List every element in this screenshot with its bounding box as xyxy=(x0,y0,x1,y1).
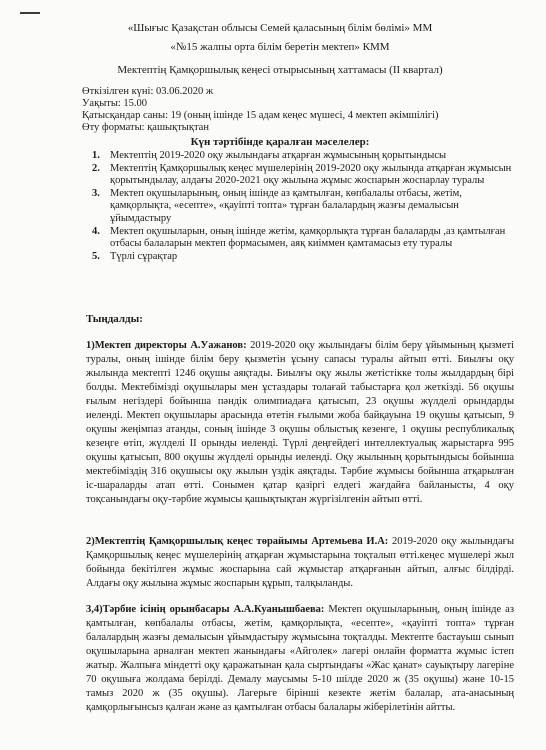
section-1 xyxy=(86,339,514,507)
agenda-item-text: Мектеп оқушыларын, оның ішінде жетім, қамқорлықта тұрған балаларды ,аз қамтылған отбасы балаларын мектеп формасымен, аяқ киіммен қамтамасыз ету туралы xyxy=(110,225,506,250)
section-2-speaker: 2)Мектептің Қамқоршылық кеңес төрайымы Артемьева И.А: xyxy=(86,536,389,547)
meta-date: Өткізілген күні: 03.06.2020 ж xyxy=(82,86,214,97)
meta-time: Уақыты: 15.00 xyxy=(82,98,148,109)
header-line-3: Мектептің Қамқоршылық кеңесі отырысының хаттамасы (II квартал) xyxy=(117,64,443,76)
agenda-item-text: Түрлі сұрақтар xyxy=(110,250,178,262)
agenda-item xyxy=(92,251,512,264)
section-2-text: 2019-2020 оқу жылындағы Қамқоршылық кеңес мүшелерінің атқарған жұмыстарына тоқталып өтті.кеңес мүшелері жыл бойында бекітілген жұмыс жоспарына сай жұмыстар атқарғанын айтып, алғыс білдірді. Алдағы оқу жылына жұмыс жоспарын құрып, талқыланды. xyxy=(86,536,514,589)
agenda-item-number: 1. xyxy=(92,150,100,161)
header-line-2: «№15 жалпы орта білім беретін мектеп» КММ xyxy=(170,41,390,53)
agenda-item-text: Мектеп оқушыларының, оның ішінде аз қамтылған, көпбалалы отбасы, жетім, қамқорлықта, «есепте», «қауіпті топта» тұрған балалардың жазғы демалысын ұйымдастыру xyxy=(110,187,462,224)
section-1-speaker: 1)Мектеп директоры А.Уажанов: xyxy=(86,340,247,351)
agenda-item-number: 5. xyxy=(92,250,100,262)
section-2 xyxy=(86,535,514,591)
agenda-item xyxy=(92,226,512,251)
agenda-item xyxy=(92,188,512,226)
agenda-item-number: 4. xyxy=(92,225,100,237)
agenda-item-text: Мектептің 2019-2020 оқу жылындағы атқарған жұмысының қорытындысы xyxy=(110,150,447,161)
agenda-item-text: Мектептің Қамқоршылық кеңес мүшелерінің 2019-2020 оқу жылында атқарған жұмысын қорытындылау, алдағы 2020-2021 оқу жылына жұмыс жоспарын жоспарлау туралы xyxy=(110,162,512,187)
agenda-title: Күн тәртібінде қаралған мәселелер: xyxy=(190,136,370,148)
section-3-speaker: 3,4)Тәрбие ісінің орынбасары А.А.Куанышбаева: xyxy=(86,604,325,615)
header-line-1: «Шығыс Қазақстан облысы Семей қаласының білім бөлімі» ММ xyxy=(127,22,433,34)
meta-format: Өту форматы: қашықтықтан xyxy=(82,122,209,133)
agenda-list xyxy=(92,150,512,263)
section-3 xyxy=(86,603,514,715)
agenda-item-number: 2. xyxy=(92,162,100,174)
section-1-text: 2019-2020 оқу жылындағы білім беру ұйымының қызметі туралы, оның ішінде білім беру қызметін ұсыну сапасы туралы айтып өтті. Биылғы оқу жылында мектепті 1246 оқушы аяқтады. Биылғы оқу жылы жетістікке толы жылдардың бірі болды. Мектебімізді оқушылары мен ұстаздары толағай табыстарға қол жеткізді. 56 оқушы ғылым негіздері бойынша пәндік олимпиадаға қатысып, 23 оқушы жүлделі орындарды иеленді. Мектеп оқушылары арасында өтетін ғылыми жоба байқауына 19 оқушы қатысып, 9 оқушы жеңімпаз атанды, соның ішінде 3 оқушы облыстық кезенге, 1 оқушы республикалық кезеңге өтіп, жүлделі II орынды иеленді. Түрлі деңгейдегі интеллектуалық жарыстарға 995 оқушы қатысып, 800 оқушы жүлделі орынды иеленді. Оқу жылының қорытындысы бойынша мектебіміздің 316 оқушысы оқу жылын үздік аяқтады. Тәрбие жұмысы бойынша атқарылған іс-шараларды атап өтті. Сонымен қатар қазіргі елдегі жағдайға байланысты, 4 оқу тоқсанындағы оқу-тәрбие жұмысы қашықтықтан жүргізілгенін айтып өтті. xyxy=(86,340,514,505)
listened-heading: Тыңдалды: xyxy=(86,313,143,325)
agenda-item xyxy=(92,163,512,188)
agenda-item-number: 3. xyxy=(92,187,100,199)
agenda-item xyxy=(92,150,512,163)
meta-participants: Қатысқандар саны: 19 (оның ішінде 15 адам кеңес мүшесі, 4 мектеп әкімшілігі) xyxy=(82,110,439,121)
section-3-text: Мектеп оқушыларының, оның ішінде аз қамтылған, көпбалалы отбасы, жетім, қамқорлықта, «есепте», «қауіпті топта» тұрған балалардың жазғы демалысын ұйымдастыру жұмысына тоқталды. Мектепте бастауыш сынып оқушыларына арналған мектеп жанындағы «Айголек» лагері онлайн форматта жұмыс істеп жатыр. Жалпыға міндетті оқу қаражатынан қала сыртындағы «Жас қанат» сауықтыру лагеріне 70 оқушыға жолдама берілді. Демалу маусымы 5-10 шілде 2020 ж (35 оқушы) және 10-15 тамыз 2020 ж (35 оқушы). Лагерьге бірінші кезекте жетім балалар, ата-анасының қамқорлығынсыз қалған және аз қамтылған отбасы балалары жіберілетінін айтты. xyxy=(86,604,514,713)
scan-mark xyxy=(20,12,40,14)
